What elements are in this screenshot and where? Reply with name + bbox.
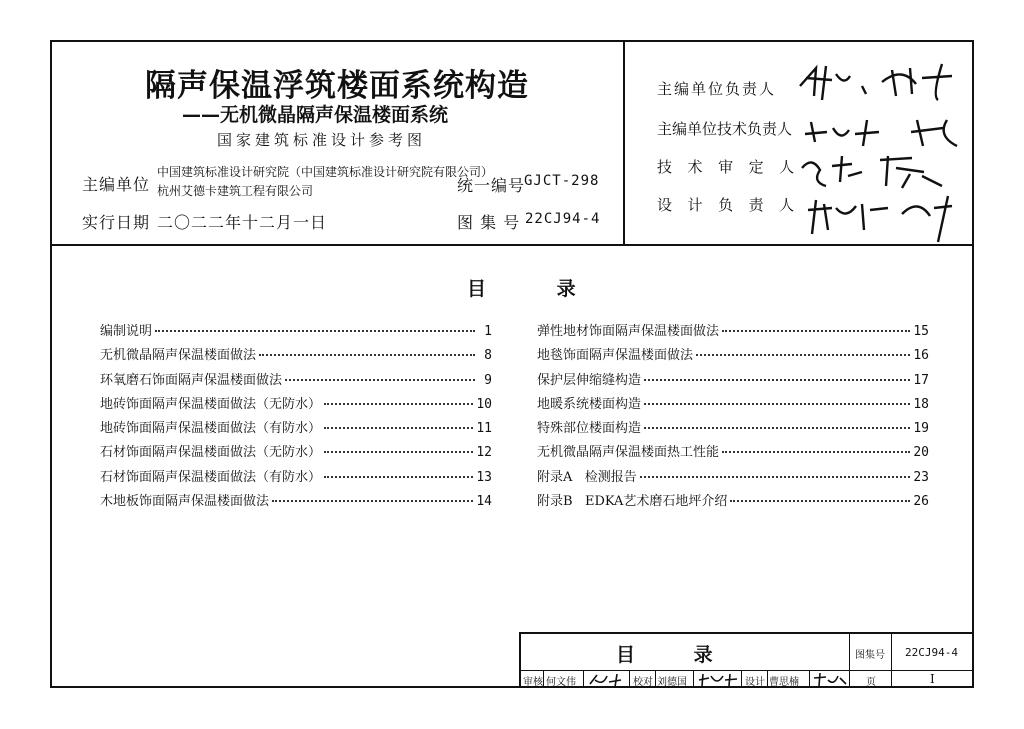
toc-item-title: 地砖饰面隔声保温楼面做法（无防水） [100,396,322,412]
toc-item-page: 1 [484,324,492,339]
toc-item-title: 弹性地材饰面隔声保温楼面做法 [537,324,720,339]
toc-item-title: 环氧磨石饰面隔声保温楼面做法 [100,372,283,388]
toc-item-page: 11 [476,421,492,437]
design-label: 设计 [745,677,765,688]
toc-item-page: 10 [476,396,492,412]
toc-item-page: 15 [913,324,929,339]
toc-right-column [537,320,929,514]
toc-item-title: 木地板饰面隔声保温楼面做法 [100,494,270,510]
toc-item-page: 18 [913,396,929,412]
unified-no: GJCT-298 [524,173,600,189]
toc-item-title: 地毯饰面隔声保温楼面做法 [537,348,694,364]
toc-item[interactable] [100,369,492,393]
unified-no-label: 统一编号 [457,176,526,195]
toc-item-title: 特殊部位楼面构造 [537,421,642,437]
toc-item-title: 无机微晶隔声保温楼面做法 [100,348,257,364]
toc-item[interactable] [537,490,929,514]
toc-item[interactable] [100,466,492,490]
toc-item[interactable] [537,466,929,490]
toc-item-title: 无机微晶隔声保温楼面热工性能 [537,445,720,461]
effective-date: 二〇二二年十二月一日 [157,213,328,232]
toc-left-column [100,320,492,514]
page-no: I [930,672,935,686]
toc-item[interactable] [537,441,929,465]
toc-item[interactable] [100,490,492,514]
title-block-atlas-label: 图集号 [855,650,885,661]
atlas-no: 22CJ94-4 [525,211,601,227]
title-block-atlas-no: 22CJ94-4 [905,646,958,659]
signature-tech-review [792,146,962,192]
toc-item[interactable] [537,369,929,393]
toc-item-title: 保护层伸缩缝构造 [537,372,642,388]
toc-item[interactable] [100,320,492,344]
editor-unit-line1: 中国建筑标准设计研究院（中国建筑标准设计研究院有限公司） [157,165,494,179]
toc-item[interactable] [537,417,929,441]
toc-item[interactable] [100,417,492,441]
review-signature [587,672,627,688]
toc-item-page: 26 [913,494,929,510]
drawing-sheet [50,40,974,688]
toc-item-page: 17 [913,372,929,388]
toc-item[interactable] [537,393,929,417]
toc-item-page: 8 [484,348,492,364]
atlas-title: 隔声保温浮筑楼面系统构造 [145,68,529,104]
editor-unit-label: 主编单位 [82,175,151,194]
toc-item[interactable] [100,344,492,368]
toc-item-page: 13 [476,469,492,485]
toc-item[interactable] [100,441,492,465]
toc-item-title: 地暖系统楼面构造 [537,396,642,412]
toc-item-title: 石材饰面隔声保温楼面做法（无防水） [100,445,322,461]
toc-item-title: 地砖饰面隔声保温楼面做法（有防水） [100,421,322,437]
title-block-name: 目 录 [616,644,739,666]
signature-design-lead [802,190,972,246]
check-label: 校对 [633,677,653,688]
role-design-lead: 设 计 负 责 人 [657,196,797,214]
toc-item-title: 附录B EDKA艺术磨石地坪介绍 [537,494,728,510]
toc-item-page: 14 [476,494,492,510]
role-tech-review: 技 术 审 定 人 [657,158,797,176]
review-label: 审核 [523,677,543,688]
check-signature [697,672,739,688]
effective-date-label: 实行日期 [82,213,151,232]
toc-item-page: 20 [913,445,929,461]
toc-item-title: 编制说明 [100,324,153,339]
signature-chief-unit [792,56,962,102]
check-name: 刘德国 [657,677,687,688]
standard-type: 国家建筑标准设计参考图 [217,131,427,149]
design-signature [812,672,848,688]
toc-item-page: 23 [913,469,929,485]
review-name: 何文伟 [546,677,576,688]
page-label: 页 [866,677,876,688]
toc-item-page: 16 [913,348,929,364]
title-block [519,632,974,688]
toc-item-page: 12 [476,445,492,461]
toc-item[interactable] [537,320,929,344]
atlas-subtitle: ——无机微晶隔声保温楼面系统 [182,104,449,126]
atlas-no-label: 图 集 号 [457,213,521,232]
role-chief-tech: 主编单位技术负责人 [657,120,793,138]
toc-item-title: 石材饰面隔声保温楼面做法（有防水） [100,469,322,485]
role-chief-unit: 主编单位负责人 [657,80,777,98]
toc-item-page: 9 [484,372,492,388]
toc-item[interactable] [537,344,929,368]
editor-unit-line2: 杭州艾德卡建筑工程有限公司 [157,184,314,198]
toc-item-page: 19 [913,421,929,437]
toc-title: 目 录 [467,278,608,300]
header-vertical-divider [623,42,625,244]
toc-item-title: 附录A 检测报告 [537,469,637,485]
toc-item[interactable] [100,393,492,417]
design-name: 曹思楠 [769,677,799,688]
